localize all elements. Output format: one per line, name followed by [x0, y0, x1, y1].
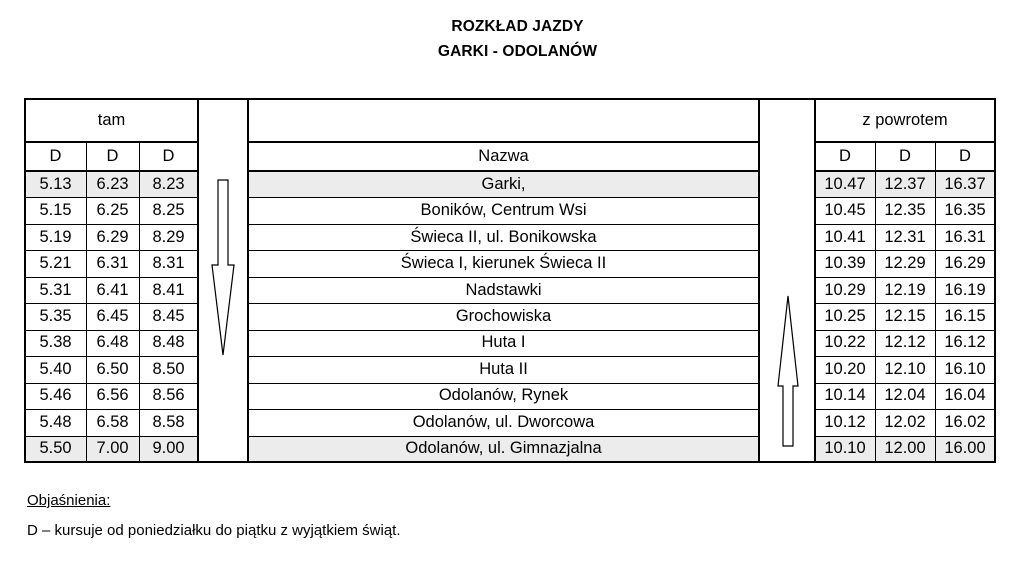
departure-time-tam: 5.19 — [39, 227, 72, 246]
up-arrow-icon — [778, 296, 798, 446]
departure-time-tam: 5.31 — [39, 280, 72, 299]
route-title: GARKI - ODOLANÓW — [437, 43, 598, 60]
departure-time-powrot: 10.22 — [824, 333, 866, 352]
departure-time-tam: 5.50 — [39, 439, 72, 458]
page-title: ROZKŁAD JAZDY — [451, 18, 584, 35]
departure-time-tam: 6.23 — [96, 174, 129, 193]
departure-time-tam: 8.58 — [152, 412, 185, 431]
departure-time-powrot: 12.10 — [884, 359, 926, 378]
departure-time-tam: 8.50 — [152, 359, 185, 378]
departure-time-powrot: 10.45 — [824, 201, 866, 220]
stop-name: Świeca II, ul. Bonikowska — [410, 227, 597, 246]
departure-time-powrot: 10.29 — [824, 280, 866, 299]
departure-time-powrot: 16.00 — [944, 439, 986, 458]
departure-time-powrot: 12.02 — [884, 412, 926, 431]
stop-name: Huta II — [479, 359, 528, 378]
departure-time-powrot: 12.12 — [884, 333, 926, 352]
departure-time-tam: 6.29 — [96, 227, 129, 246]
day-code-powrot: D — [839, 147, 851, 165]
departure-time-powrot: 16.02 — [944, 412, 986, 431]
stop-name: Odolanów, Rynek — [438, 386, 569, 405]
departure-time-tam: 5.15 — [39, 201, 72, 220]
departure-time-tam: 6.31 — [96, 254, 129, 273]
day-code-tam: D — [162, 147, 175, 165]
departure-time-tam: 6.50 — [96, 359, 129, 378]
departure-time-tam: 7.00 — [96, 439, 129, 458]
departure-time-tam: 6.25 — [96, 201, 129, 220]
stop-name: Nadstawki — [465, 280, 542, 299]
departure-time-tam: 6.56 — [96, 386, 129, 405]
departure-time-powrot: 10.12 — [824, 412, 866, 431]
departure-time-powrot: 12.19 — [884, 280, 926, 299]
notes-d-explanation: D – kursuje od poniedziałku do piątku z wyjątkiem świąt. — [27, 522, 401, 539]
day-code-tam: D — [106, 147, 119, 165]
departure-time-powrot: 12.15 — [884, 306, 926, 325]
down-arrow-icon — [212, 180, 234, 355]
departure-time-powrot: 16.15 — [944, 306, 986, 325]
departure-time-powrot: 16.29 — [944, 254, 986, 273]
departure-time-powrot: 16.19 — [944, 280, 986, 299]
stop-name: Huta I — [481, 333, 526, 352]
stop-name: Grochowiska — [455, 306, 552, 325]
departure-time-powrot: 16.04 — [944, 386, 986, 405]
departure-time-tam: 5.46 — [39, 386, 72, 405]
departure-time-powrot: 12.35 — [884, 201, 926, 220]
stop-name: Boników, Centrum Wsi — [420, 201, 587, 220]
departure-time-tam: 8.56 — [152, 386, 185, 405]
departure-time-tam: 5.35 — [39, 306, 72, 325]
departure-time-powrot: 10.47 — [824, 174, 866, 193]
departure-time-powrot: 12.00 — [884, 439, 926, 458]
departure-time-powrot: 16.37 — [944, 174, 986, 193]
departure-time-tam: 9.00 — [152, 439, 185, 458]
departure-time-tam: 5.48 — [39, 412, 72, 431]
departure-time-powrot: 16.31 — [944, 227, 986, 246]
departure-time-tam: 8.45 — [152, 306, 185, 325]
departure-time-tam: 6.58 — [96, 412, 129, 431]
departure-time-tam: 5.13 — [39, 174, 72, 193]
departure-time-powrot: 12.04 — [884, 386, 926, 405]
departure-time-tam: 8.29 — [152, 227, 185, 246]
notes-heading: Objaśnienia: — [27, 492, 111, 509]
day-code-powrot: D — [959, 147, 971, 165]
day-code-tam: D — [49, 147, 62, 165]
header-tam: tam — [97, 111, 126, 129]
stop-name: Garki, — [481, 174, 526, 193]
departure-time-powrot: 10.10 — [824, 439, 866, 458]
departure-time-tam: 5.21 — [39, 254, 72, 273]
departure-time-tam: 5.38 — [39, 333, 72, 352]
departure-time-tam: 6.45 — [96, 306, 129, 325]
departure-time-tam: 8.48 — [152, 333, 185, 352]
departure-time-powrot: 10.41 — [824, 227, 866, 246]
departure-time-tam: 6.48 — [96, 333, 129, 352]
departure-time-tam: 5.40 — [39, 359, 72, 378]
departure-time-powrot: 16.10 — [944, 359, 986, 378]
stop-name: Świeca I, kierunek Świeca II — [400, 254, 607, 273]
stop-name: Odolanów, ul. Dworcowa — [412, 412, 595, 431]
header-nazwa: Nazwa — [478, 147, 529, 165]
departure-time-powrot: 12.37 — [884, 174, 926, 193]
departure-time-tam: 8.31 — [152, 254, 185, 273]
departure-time-powrot: 10.39 — [824, 254, 866, 273]
departure-time-powrot: 10.14 — [824, 386, 866, 405]
departure-time-tam: 8.25 — [152, 201, 185, 220]
departure-time-powrot: 10.20 — [824, 359, 866, 378]
departure-time-tam: 6.41 — [96, 280, 129, 299]
departure-time-tam: 8.41 — [152, 280, 185, 299]
stop-name: Odolanów, ul. Gimnazjalna — [405, 439, 602, 458]
departure-time-powrot: 16.35 — [944, 201, 986, 220]
day-code-powrot: D — [899, 147, 911, 165]
header-z-powrotem: z powrotem — [862, 111, 948, 129]
departure-time-powrot: 12.29 — [884, 254, 926, 273]
departure-time-tam: 8.23 — [152, 174, 185, 193]
departure-time-powrot: 16.12 — [944, 333, 986, 352]
departure-time-powrot: 10.25 — [824, 306, 866, 325]
departure-time-powrot: 12.31 — [884, 227, 926, 246]
